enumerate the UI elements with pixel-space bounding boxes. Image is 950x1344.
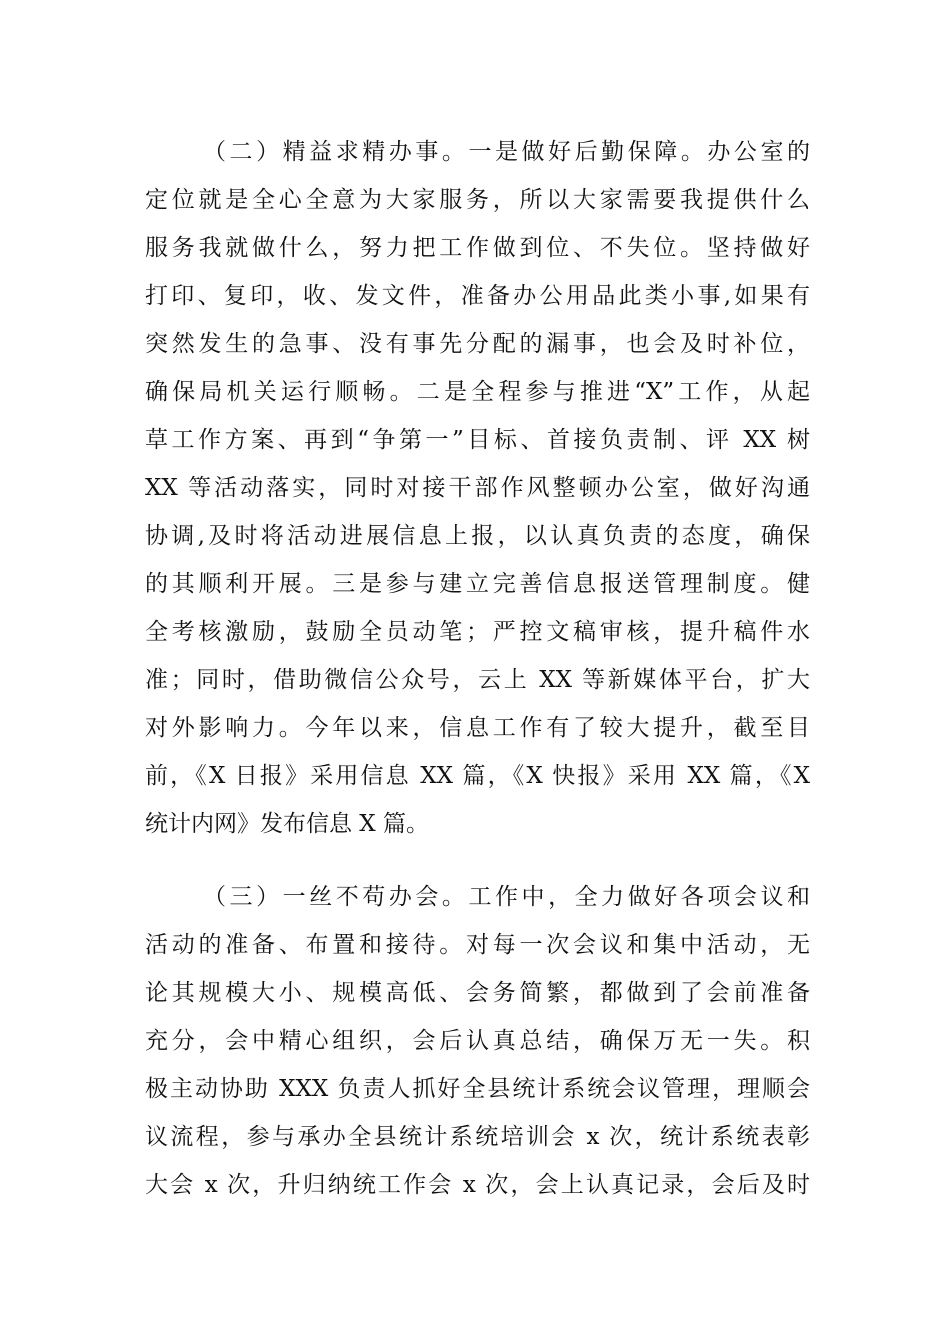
paragraph-line: 全考核激励，鼓励全员动笔；严控文稿审核，提升稿件水 (145, 619, 810, 645)
paragraph-line: 议流程，参与承办全县统计系统培训会 x 次，统计系统表彰 (145, 1124, 810, 1150)
paragraph-line: XX 等活动落实，同时对接干部作风整顿办公室，做好沟通 (145, 475, 810, 501)
paragraph-line: 极主动协助 XXX 负责人抓好全县统计系统会议管理，理顺会 (145, 1076, 810, 1102)
paragraph-line: 草工作方案、再到“争第一”目标、首接负责制、评 XX 树 (145, 427, 810, 453)
paragraph-line: 大会 x 次，升归纳统工作会 x 次，会上认真记录，会后及时 (145, 1172, 810, 1198)
paragraph-line: 前，《X 日报》采用信息 XX 篇，《X 快报》采用 XX 篇，《X (145, 763, 810, 789)
paragraph-line: 确保局机关运行顺畅。二是全程参与推进“X”工作，从起 (145, 379, 810, 405)
paragraph-line: 充分，会中精心组织，会后认真总结，确保万无一失。积 (145, 1028, 810, 1054)
paragraph-line-last: 统计内网》发布信息 X 篇。 (145, 811, 429, 837)
paragraph-line: 对外影响力。今年以来，信息工作有了较大提升，截至目 (145, 715, 810, 741)
paragraph-line: 准；同时，借助微信公众号，云上 XX 等新媒体平台，扩大 (145, 667, 810, 693)
paragraph-line: （三）一丝不苟办会。工作中，全力做好各项会议和 (203, 884, 810, 910)
paragraph-line: 协调,及时将活动进展信息上报，以认真负责的态度，确保 (145, 523, 810, 549)
paragraph-line: 打印、复印，收、发文件，准备办公用品此类小事,如果有 (145, 283, 810, 309)
paragraph-line: 论其规模大小、规模高低、会务简繁，都做到了会前准备 (145, 980, 810, 1006)
paragraph-line: （二）精益求精办事。一是做好后勤保障。办公室的 (203, 139, 810, 165)
paragraph-line: 突然发生的急事、没有事先分配的漏事，也会及时补位， (145, 331, 810, 357)
paragraph-line: 的其顺利开展。三是参与建立完善信息报送管理制度。健 (145, 571, 810, 597)
paragraph-line: 活动的准备、布置和接待。对每一次会议和集中活动，无 (145, 932, 810, 958)
paragraph-line: 服务我就做什么，努力把工作做到位、不失位。坚持做好 (145, 235, 810, 261)
paragraph-line: 定位就是全心全意为大家服务，所以大家需要我提供什么 (145, 187, 810, 213)
